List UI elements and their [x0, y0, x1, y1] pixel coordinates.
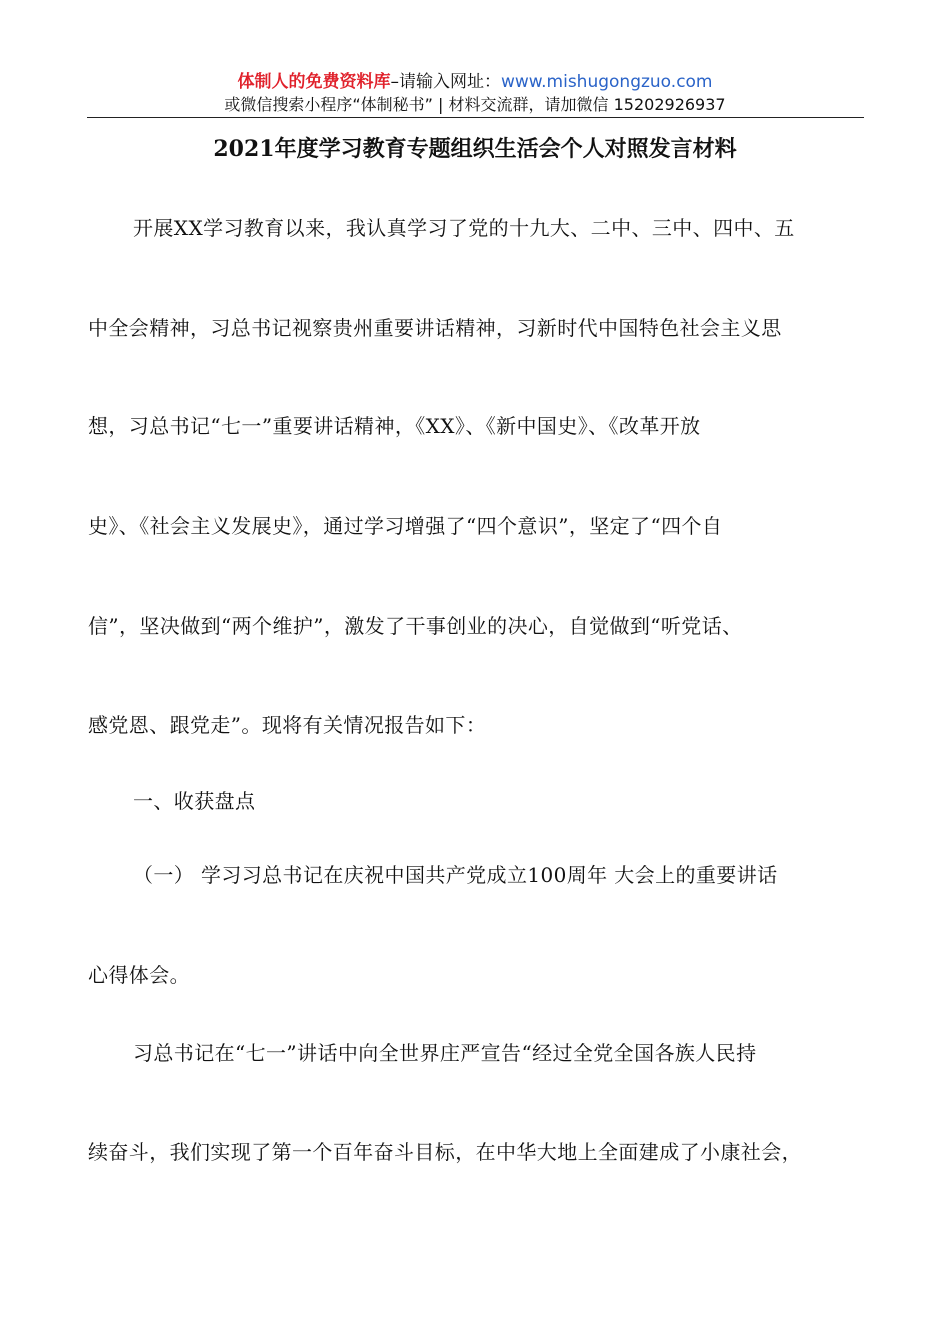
body-line-4: 史》、《社会主义发展史》，通过学习增强了“四个意识”，坚定了“四个自 — [88, 514, 723, 538]
watermark-header — [0, 70, 950, 116]
subsection-heading-1: （一） 学习习总书记在庆祝中国共产党成立100周年 大会上的重要讲话 — [133, 863, 778, 887]
subsection-heading-1-cont: 心得体会。 — [88, 963, 190, 987]
header-brand: 体制人的免费资料库 — [237, 72, 391, 92]
header-divider — [87, 117, 864, 118]
header-prompt: –请输入网址： — [390, 72, 501, 92]
body-line-8: 续奋斗，我们实现了第一个百年奋斗目标，在中华大地上全面建成了小康社会， — [88, 1140, 802, 1164]
header-line-2: 或微信搜索小程序“体制秘书” | 材料交流群，请加微信 15202926937 — [224, 95, 726, 114]
body-line-6: 感党恩、跟党走”。现将有关情况报告如下： — [88, 713, 487, 737]
document-title: 2021年度学习教育专题组织生活会个人对照发言材料 — [213, 136, 737, 162]
body-line-7: 习总书记在“七一”讲话中向全世界庄严宣告“经过全党全国各族人民持 — [133, 1041, 757, 1065]
header-line-1 — [0, 70, 950, 94]
section-heading-1: 一、收获盘点 — [133, 789, 256, 813]
header-url-link[interactable]: www.mishugongzuo.com — [500, 72, 713, 92]
body-line-3: 想，习总书记“七一”重要讲话精神，《XX》、《新中国史》、《改革开放 — [88, 414, 701, 438]
body-line-2: 中全会精神，习总书记视察贵州重要讲话精神，习新时代中国特色社会主义思 — [88, 316, 782, 340]
body-line-5: 信”，坚决做到“两个维护”，激发了干事创业的决心，自觉做到“听党话、 — [88, 614, 743, 638]
body-line-1: 开展XX学习教育以来，我认真学习了党的十九大、二中、三中、四中、五 — [133, 216, 795, 240]
